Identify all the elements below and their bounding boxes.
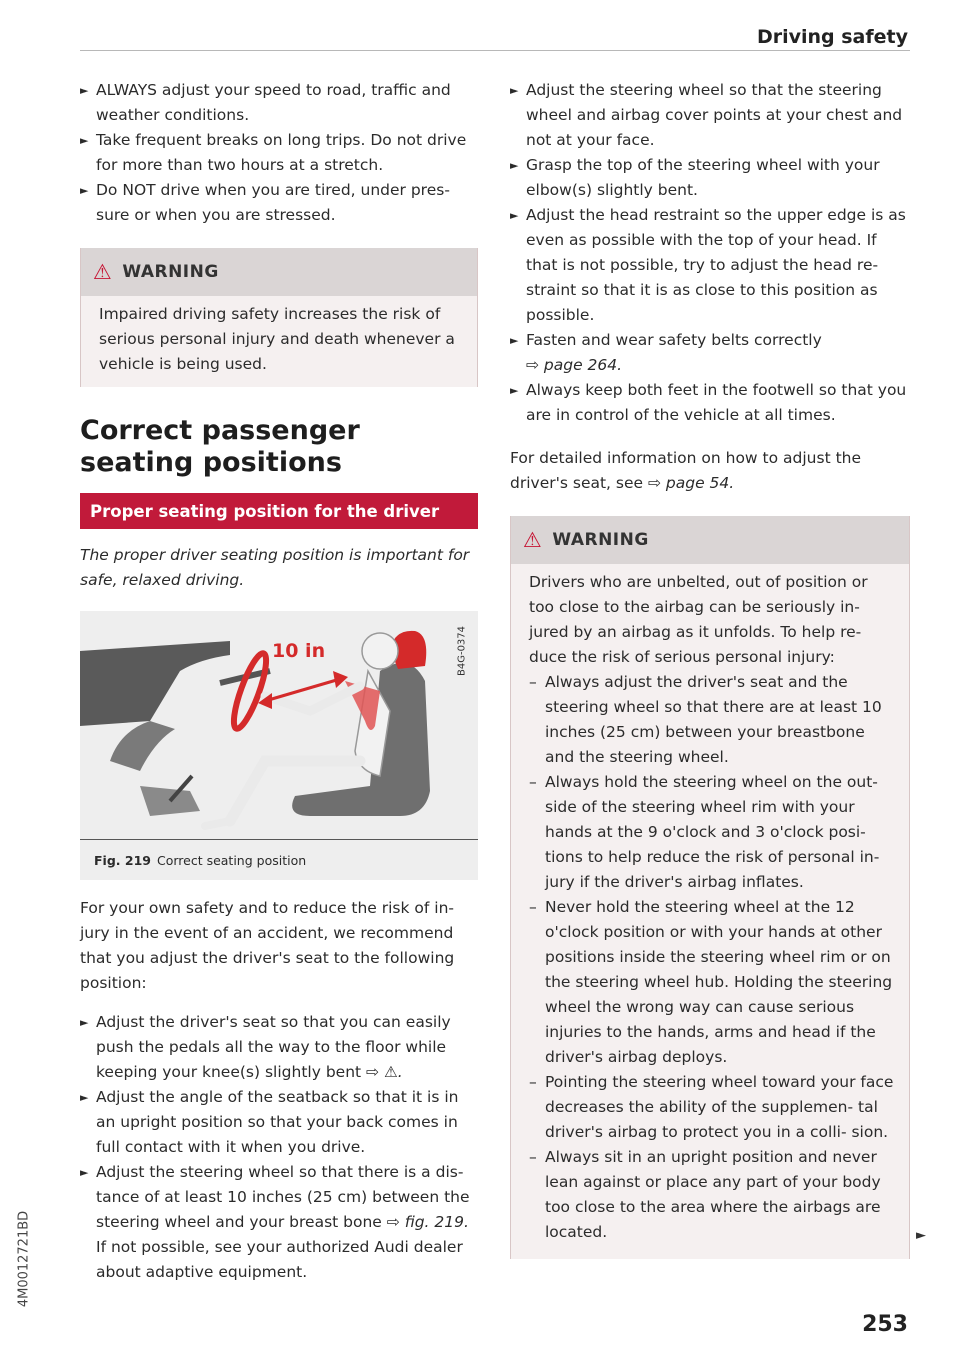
figure-caption: Fig. 219 Correct seating position [80, 840, 478, 880]
steering-wheel-shape [228, 650, 272, 731]
figure-code [454, 619, 470, 683]
section-heading: Correct passenger seating positions [80, 415, 360, 478]
list-item: ► Adjust the steering wheel so that the steering wheel and airbag cover points at your chest and not at your face. [510, 78, 910, 153]
triangle-bullet-icon: ► [510, 159, 519, 172]
figure-reference-link[interactable]: ⇨ fig. 219. [386, 1213, 469, 1231]
skeleton-head [362, 633, 398, 669]
warning-triangle-icon: ⚠ [523, 527, 543, 552]
subsection-heading-bar: Proper seating position for the driver [80, 493, 478, 529]
list-item: ► Adjust the driver's seat so that you can easily push the pedals all the way to the floor while keeping your knee(s) slightly bent ⇨ ⚠. [80, 1010, 478, 1085]
warning-body: Drivers who are unbelted, out of position or too close to the airbag can be seriously in- jured by an airbag as it unfolds. To help re- duce the risk of serious personal injury: – Always adjust the driver's seat and the steering wheel so that there are at least 10 inches (25 cm) between your breastbone and the steering wheel. – Always hold the steering wheel on the out- side of the steering wheel rim with your hands at the 9 o'clock and 3 o'clock posi- tions to help reduce the risk of personal in- jury if the driver's airbag inflates. – Never hold the steering wheel at the 12 o'clock position or with your hands at other positions inside the steering wheel rim or on the steering wheel hub. Holding the steering wheel the wrong way can cause serious injuries to the hands, arms and head if the driver's airbag deploys. – Pointing the steering wheel toward your face decreases the ability of the supplemen- tal driver's airbag to protect you in a colli- sion. – Always sit in an upright position and never lean against or place any part of your body too close to the area where the airbags are located. [511, 564, 909, 1255]
triangle-bullet-icon: ► [80, 184, 89, 197]
triangle-bullet-icon: ► [510, 209, 519, 222]
figure-seating-position [80, 611, 478, 840]
list-item: ► ALWAYS adjust your speed to road, traffic and weather conditions. [80, 78, 478, 128]
dashboard-shape [80, 641, 230, 726]
triangle-bullet-icon: ► [510, 384, 519, 397]
list-item: – Always hold the steering wheel on the out- side of the steering wheel rim with your hands at the 9 o'clock and 3 o'clock posi- tions to help reduce the risk of personal in- jury if the driver's airbag inflates. [529, 773, 880, 891]
triangle-bullet-icon: ► [510, 84, 519, 97]
list-item: ► Adjust the angle of the seatback so that it is in an upright position so that your back comes in full contact with it when you drive. [80, 1085, 478, 1160]
page-reference-link[interactable]: ⇨ page 264. [526, 356, 623, 374]
triangle-bullet-icon: ► [80, 134, 89, 147]
triangle-bullet-icon: ► [80, 1091, 89, 1104]
warning-header: ⚠ WARNING [511, 516, 909, 564]
warning-box-airbag [510, 516, 910, 1259]
list-item: ► Adjust the head restraint so the upper edge is as even as possible with the top of your head. If that is not possible, try to adjust the head re- straint so that it is as close to this position as possible. [510, 203, 910, 328]
side-document-code [0, 1184, 48, 1334]
italic-intro: The proper driver seating position is important for safe, relaxed driving. [80, 546, 470, 589]
side-document-code-text: 4M0012721BD [16, 1210, 32, 1308]
header-rule [80, 50, 910, 51]
list-item: ► Adjust the steering wheel so that there is a dis- tance of at least 10 inches (25 cm) between the steering wheel and your breast bone ⇨ fig. 219. [80, 1160, 478, 1235]
distance-arrow-head-right [333, 671, 348, 688]
left-column [80, 78, 478, 1285]
triangle-bullet-icon: ► [80, 1016, 89, 1029]
warning-reference-link[interactable]: ⇨ ⚠. [366, 1063, 403, 1081]
skeleton-arm [265, 686, 360, 711]
list-item: ► Grasp the top of the steering wheel with your elbow(s) slightly bent. [510, 153, 910, 203]
section-title: Driving safety [756, 26, 908, 48]
continue-arrow-icon: ► [916, 1228, 926, 1243]
list-item: – Pointing the steering wheel toward your face decreases the ability of the supplemen- tal driver's airbag to protect you in a colli- sion. [529, 1073, 894, 1141]
list-item: ► Do NOT drive when you are tired, under pres- sure or when you are stressed. [80, 178, 478, 228]
intro-bullet-list [80, 78, 478, 228]
list-item: – Never hold the steering wheel at the 12 o'clock position or with your hands at other positions inside the steering wheel rim or on the steering wheel hub. Holding the steering wheel the wrong way can cause serious injuries to the hands, arms and head if the driver's airbag deploys. [529, 898, 893, 1066]
skeleton-foot [205, 821, 230, 826]
page-reference-link[interactable]: ⇨ page 54. [648, 474, 735, 492]
figure-code-text: B4G-0374 [456, 625, 468, 677]
page-number: 253 [862, 1312, 908, 1337]
warning-dash-list [529, 670, 895, 1245]
steering-bullet-list [510, 78, 910, 428]
seat-adjust-bullet-list [80, 1010, 478, 1285]
list-item: – Always sit in an upright position and never lean against or place any part of your body too close to the area where the airbags are located. [529, 1148, 881, 1241]
distance-label: 10 in [272, 640, 326, 662]
dash-lower-shape [110, 721, 175, 771]
body-paragraph: For your own safety and to reduce the risk of in- jury in the event of an accident, we recommend that you adjust the driver's seat to the following position: [80, 899, 455, 992]
list-item: ► Always keep both feet in the footwell so that you are in control of the vehicle at all times. [510, 378, 910, 428]
triangle-bullet-icon: ► [80, 1166, 89, 1179]
right-column [510, 78, 910, 1259]
body-paragraph: For detailed information on how to adjust the driver's seat, see ⇨ page 54. [510, 449, 862, 492]
list-item: ► Fasten and wear safety belts correctly ⇨ page 264. [510, 328, 910, 378]
list-item: – Always adjust the driver's seat and the steering wheel so that there are at least 10 inches (25 cm) between your breastbone and the steering wheel. [529, 673, 882, 766]
triangle-bullet-icon: ► [510, 334, 519, 347]
list-item: If not possible, see your authorized Audi dealer about adaptive equipment. [96, 1238, 463, 1281]
warning-header: ⚠ WARNING [81, 248, 477, 296]
warning-body: Impaired driving safety increases the risk of serious personal injury and death whenever a vehicle is being used. [99, 305, 455, 373]
warning-triangle-icon: ⚠ [93, 259, 113, 284]
list-item: ► Take frequent breaks on long trips. Do not drive for more than two hours at a stretch. [80, 128, 478, 178]
triangle-bullet-icon: ► [80, 84, 89, 97]
warning-box-impaired-driving [80, 248, 478, 387]
